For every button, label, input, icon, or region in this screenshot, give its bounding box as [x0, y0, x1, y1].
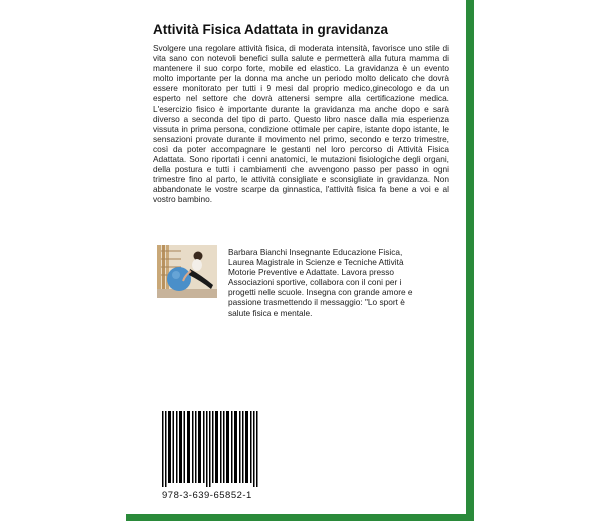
isbn-number: 978-3-639-65852-1	[162, 490, 252, 501]
cover-bottom-border	[126, 514, 474, 521]
author-bio: Barbara Bianchi Insegnante Educazione Fisica, Laurea Magistrale in Scienze e Tecniche Attività Motorie Preventive e Adattate. Lavora presso Associazioni sportive, collabora con il coni per i progetti nelle scuole. Insegna con grande amore e passione trasmettendo il messaggio: "Lo sport è salute fisica e mentale.	[228, 247, 413, 318]
cover-spine-border	[466, 0, 474, 521]
book-title: Attività Fisica Adattata in gravidanza	[153, 22, 389, 37]
isbn-barcode	[162, 411, 258, 487]
book-description: Svolgere una regolare attività fisica, di moderata intensità, favorisce uno stile di vita sano con notevoli benefici sulla salute e permetterà alla futura mamma di mantenere il suo corpo forte, mobile ed elastico. La gravidanza è un evento molto importante per la donna ma anche un periodo molto delicato che dovrà essere monitorato per tutti i 9 mesi dal proprio medico,ginecologo e da un esperto nel settore che dovrà attenersi sempre alla certificazione medica. L'esercizio fisico è importante durante la gravidanza ma anche dopo e sarà diverso a seconda del tipo di parto. Questo libro nasce dalla mia esperienza vissuta in prima persona, condizione ottimale per capire, istante dopo istante, le sensazioni provate durante il movimento nel primo, secondo e terzo trimestre, così da poter accompagnare le gestanti nel loro percorso di Attività Fisica Adattata. Sono riportati i cenni anatomici, le mutazioni fisiologiche degli organi, della postura e tutti i cambiamenti che avvengono passo per passo in ogni trimestre fino al parto, le attività consigliate e sconsigliate in gravidanza. Non abbandonate le vostre scarpe da ginnastica, l'attività fisica fa bene a voi e al vostro bambino.	[153, 43, 449, 205]
author-photo	[157, 245, 217, 298]
